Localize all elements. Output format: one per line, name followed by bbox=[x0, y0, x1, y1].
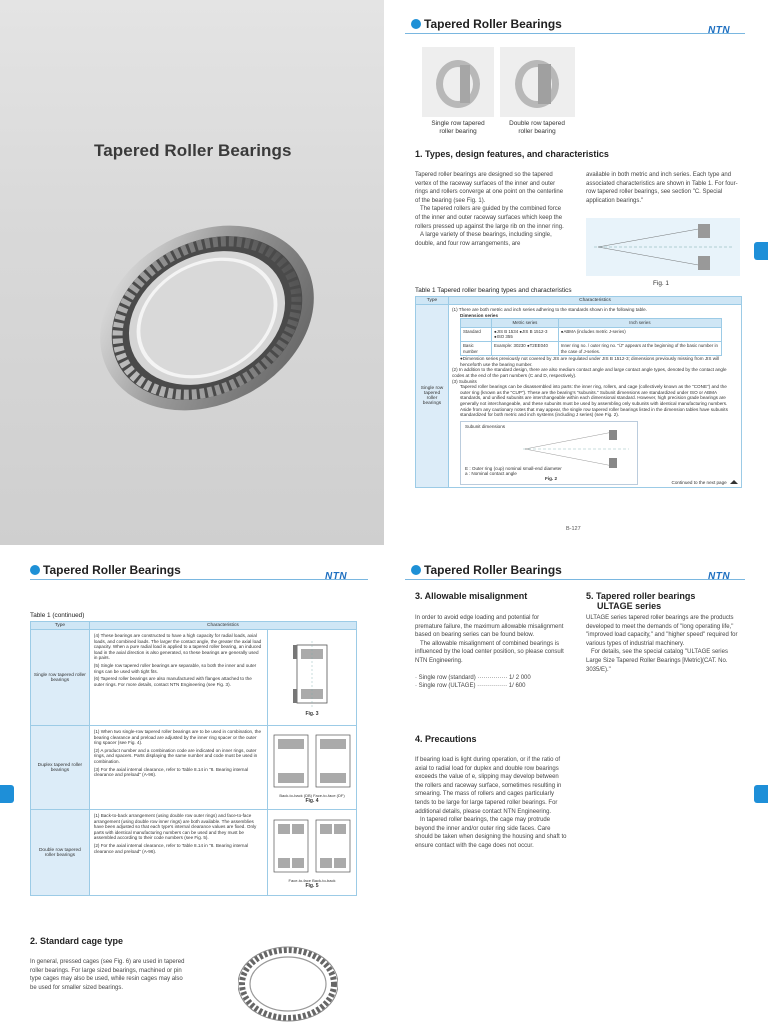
section-2-body: In general, pressed cages (see Fig. 6) are used in tapered roller bearings. For large sized bearings, machined or pin type cages may also be used, while resin cages may also be used for smaller sized bearings. bbox=[30, 959, 185, 991]
col-type-header: Type bbox=[31, 622, 90, 630]
item-text: (4) These bearings are constructed to have a high capacity for radial loads, axial loads, and combined loads. The larger the contact angle, the greater the axial load capacity. When a pure radial load is applied to a tapered roller bearing, an induced load in the axial direction is also generated, so these bearings are generally used in pairs. bbox=[93, 633, 262, 661]
fig-cell bbox=[268, 726, 357, 810]
caption-line: roller bearing bbox=[518, 128, 556, 135]
metric-cell: ●JIS B 1534 ●JIS B 1512-3 ●ISO 355 bbox=[492, 327, 559, 341]
item-text: (2) A product number and a combination code are indicated on inner rings, outer rings, and spacers. Parts displaying the same number and code must be used in combination. bbox=[93, 747, 258, 764]
type-cell bbox=[31, 630, 90, 726]
dimension-series-table bbox=[460, 318, 722, 356]
item-text: (1) When two single-row tapered roller bearings are to be used in combination, the bearing clearance and preload are adjusted by the inner ring spacer or the outer ring spacer (see Fig. 4). bbox=[93, 729, 262, 746]
bearing-tab-icon[interactable] bbox=[754, 785, 768, 803]
type-label: Duplex tapered roller bearings bbox=[37, 762, 83, 773]
section-1-col1 bbox=[415, 171, 567, 248]
section-3-body bbox=[415, 614, 567, 691]
paragraph: In tapered roller bearings, the cage may protrude beyond the inner and/or outer ring side faces. Care should be taken when designing the housing and shaft to ensure contact with the cage does not occur. bbox=[415, 817, 567, 849]
fig-5-sub: Face-to-face Back-to-back bbox=[288, 878, 336, 883]
type-cell bbox=[31, 810, 90, 896]
header-bullet-icon bbox=[411, 565, 421, 575]
fig-2-title: Subunit dimensions bbox=[465, 423, 506, 429]
item-text: (6) Tapered roller bearings are also manufactured with flanges attached to the outer rings. For more details, contact NTN Engineering (see Fig. 3). bbox=[93, 676, 252, 687]
paragraph: A large variety of these bearings, including single, double, and four row arrangements, are bbox=[415, 232, 552, 247]
ntn-logo: NTN bbox=[708, 571, 731, 582]
fig-5-label: Fig. 5 bbox=[305, 883, 319, 889]
header-title: Tapered Roller Bearings bbox=[43, 563, 181, 577]
characteristics-cell bbox=[89, 810, 267, 896]
item-text: (5) Single row tapered roller bearings are separable, so both the inner and outer rings can be used with tight fits. bbox=[93, 662, 257, 674]
item-text: (3) For the axial internal clearance, refer to Table 8.14 in "8. Bearing internal clearance and preload" (A-96). bbox=[93, 766, 249, 778]
section-4-body bbox=[415, 756, 567, 851]
fig-3-label: Fig. 3 bbox=[305, 710, 319, 717]
bearing-tab-icon[interactable] bbox=[0, 785, 14, 803]
cover-panel bbox=[0, 0, 384, 545]
ntn-logo: NTN bbox=[325, 571, 348, 582]
caption-line: roller bearing bbox=[439, 128, 477, 135]
type-label: Double row tapered roller bearings bbox=[38, 847, 81, 858]
flanged-bearing-icon bbox=[277, 639, 347, 709]
image-caption-single bbox=[414, 120, 502, 136]
paragraph: The allowable misalignment of combined bearings is influenced by the load center position, so please consult NTN Engineering. bbox=[415, 640, 564, 664]
header-title: Tapered Roller Bearings bbox=[424, 563, 562, 577]
col-characteristics-header: Characteristics bbox=[449, 297, 742, 305]
continue-arrow-icon bbox=[730, 480, 738, 484]
item-text: (3) Subunits bbox=[452, 378, 477, 384]
section-1-col2 bbox=[586, 171, 741, 205]
paragraph: For details, see the special catalog "ULTAGE series Large Size Tapered Roller Bearings [Metric](CAT. No. 3035/E)." bbox=[586, 649, 728, 673]
fig-2-label: Fig. 2 bbox=[545, 475, 557, 481]
header-bullet-icon bbox=[411, 19, 421, 29]
fig-2 bbox=[460, 421, 638, 485]
col-type-header: Type bbox=[416, 297, 449, 305]
single-row-bearing-icon bbox=[422, 47, 494, 117]
row-label: Basic number bbox=[461, 341, 492, 355]
section-5-body bbox=[586, 614, 742, 674]
item-text: (2) In addition to the standard design, there are also medium contact angle and large contact angle types, denoted by the contact angle codes at the end of the part numbers (C and D, respectively). bbox=[452, 367, 727, 378]
metric-header: Metric series bbox=[492, 319, 559, 328]
tapered-vertex-diagram-icon bbox=[586, 218, 740, 276]
misalign-row bbox=[415, 674, 567, 683]
inch-header: Inch series bbox=[558, 319, 721, 328]
caption-line: Double row tapered bbox=[509, 120, 565, 127]
characteristics-cell bbox=[89, 630, 267, 726]
fig-1 bbox=[586, 218, 740, 276]
fig-4-label: Fig. 4 bbox=[305, 798, 319, 804]
misalign-row bbox=[415, 682, 567, 691]
fig-cell bbox=[268, 810, 357, 896]
continued-text: Continued to the next page bbox=[671, 479, 727, 485]
table-1-continued bbox=[30, 621, 357, 896]
type-label: Single row tapered roller bearings bbox=[420, 386, 444, 407]
fig-cell bbox=[268, 630, 357, 726]
fig-2-note: a : Nominal contact angle bbox=[465, 470, 517, 476]
section-2-title: 2. Standard cage type bbox=[30, 936, 124, 946]
characteristics-cell bbox=[449, 305, 742, 488]
characteristics-cell bbox=[89, 726, 267, 810]
section-3-title: 3. Allowable misalignment bbox=[415, 591, 528, 601]
paragraph: ULTAGE series tapered roller bearings are the products developed to meet the demands of "long operating life," "improved load capacity," and "higher speed" required for various types of industrial machinery. bbox=[586, 615, 738, 647]
inch-cell: ●ABMA (includes metric J-series) bbox=[558, 327, 721, 341]
bearing-tab-icon[interactable] bbox=[754, 242, 768, 260]
inch-cell: Inner ring no. / outer ring no. "/J" appears at the beginning of the basic number in the case of J-series. bbox=[558, 341, 721, 355]
table-1 bbox=[415, 296, 742, 488]
image-caption-double bbox=[493, 120, 581, 136]
section-5-title bbox=[586, 591, 695, 611]
cover-title: Tapered Roller Bearings bbox=[94, 141, 292, 160]
item-text: Tapered roller bearings can be disassembled into parts: the inner ring, rollers, and cage (collectively known as the "CONE") and the outer ring (known as the "CUP"). These are the bearing's "subunits." Subunit dimensions are standardized under ISO or ABMA standards, and unified subunits are interchangeable within each dimensional standard. However, high precision grade bearings are generally not interchangeable, and these subunits must be used by assembling only subunits with identical manufacturing numbers. Aside from any cautionary notes that may appear, the single row tapered roller bearings listed in the dimension tables have subunits standardized for both metric and inch systems (including J series) (see Fig. 2). bbox=[460, 384, 728, 418]
page-header-br bbox=[411, 561, 562, 579]
leader-dots: ··············· bbox=[477, 683, 508, 690]
misalign-label: · Single row (standard) bbox=[415, 674, 476, 681]
note-text: ●Dimension series previously not covered by JIS are regulated under JIS B 1512-3; dimensions previously missing from JIS will henceforth use the bearing number. bbox=[460, 356, 720, 367]
row-label: Standard bbox=[461, 327, 492, 341]
misalign-value: 1/ 2 000 bbox=[509, 674, 531, 681]
paragraph: Tapered roller bearings are designed so the tapered vertex of the raceway surfaces of the inner and outer rings and rollers converge at one point on the centerline of the bearing (see Fig. 1). bbox=[415, 172, 564, 204]
caption-line: Single row tapered bbox=[431, 120, 485, 127]
bearing-photo-icon bbox=[92, 200, 322, 435]
page-header-bl bbox=[30, 561, 181, 579]
page-number: B-127 bbox=[566, 526, 581, 532]
type-label: Single row tapered roller bearings bbox=[33, 672, 86, 683]
misalign-value: 1/ 600 bbox=[508, 683, 526, 690]
item-text: (2) For the axial internal clearance, refer to Table 8.14 in "8. Bearing internal clearance and preload" (A-96). bbox=[93, 842, 249, 854]
type-cell bbox=[31, 726, 90, 810]
type-cell bbox=[416, 305, 449, 488]
header-rule bbox=[405, 579, 745, 580]
single-row-image bbox=[422, 47, 494, 117]
subunit-diagram-icon bbox=[521, 428, 631, 470]
dimension-series-label: Dimension series bbox=[460, 312, 499, 318]
item-text: (1) Back-to-back arrangement (using double row outer rings) and face-to-face arrangement (using double row inner rings) are both available. The assemblies have been adjusted so that each type's internal clearance values are fixed. Only parts with identical manufacturing numbers can be used and they must be assembled according to their code numbers (see Fig. 5). bbox=[93, 813, 257, 841]
paragraph: available in both metric and inch series. Each type and associated characteristics are shown in Table 1. For four-row tapered roller bearings, see section "C. Special application bearings." bbox=[586, 172, 738, 204]
page-header-top bbox=[411, 15, 562, 33]
header-rule bbox=[405, 33, 745, 34]
misalign-label: · Single row (ULTAGE) bbox=[415, 683, 476, 690]
double-row-image bbox=[500, 47, 575, 117]
fig-1-label: Fig. 1 bbox=[653, 280, 669, 287]
paragraph: If bearing load is light during operation, or if the ratio of axial to radial load for duplex and double row bearings exceeds the value of e, slipping may develop between the rollers and raceway surface, sometimes resulting in smearing. The mass of rollers and cages particularly tends to be large for large tapered roller bearings. For additional details, please contact NTN Engineering. bbox=[415, 757, 562, 815]
metric-cell: Example: 30230 ●T2EE040 bbox=[492, 341, 559, 355]
leader-dots: ··············· bbox=[477, 674, 508, 681]
item-text: (1) There are both metric and inch series adhering to the standards shown in the following table. bbox=[452, 307, 648, 312]
ntn-logo: NTN bbox=[708, 25, 731, 36]
table-1-title: Table 1 Tapered roller bearing types and characteristics bbox=[415, 287, 572, 294]
paragraph: The tapered rollers are guided by the combined force of the inner and outer raceway surfaces which keep the rollers pressed up against the large rib on the inner ring. bbox=[415, 206, 564, 230]
section-5-title-line: 5. Tapered roller bearings bbox=[586, 591, 696, 601]
duplex-bearing-icon bbox=[270, 731, 354, 791]
section-1-title: 1. Types, design features, and characteristics bbox=[415, 149, 609, 159]
table-1-cont-title: Table 1 (continued) bbox=[30, 612, 85, 619]
double-row-bearing-icon bbox=[500, 47, 575, 117]
header-bullet-icon bbox=[30, 565, 40, 575]
fig-2-note: E : Outer ring (cup) nominal small-end diameter bbox=[465, 465, 562, 471]
section-4-title: 4. Precautions bbox=[415, 734, 477, 744]
double-row-diagram-icon bbox=[270, 816, 354, 876]
header-rule bbox=[30, 579, 368, 580]
pressed-cage-icon bbox=[238, 946, 338, 1022]
fig-4-sub: Back-to-back (DB) Face-to-face (DF) bbox=[279, 793, 345, 798]
col-characteristics-header: Characteristics bbox=[89, 622, 356, 630]
paragraph: In order to avoid edge loading and potential for premature failure, the maximum allowable misalignment based on bearing series can be found below. bbox=[415, 615, 564, 639]
header-title: Tapered Roller Bearings bbox=[424, 17, 562, 31]
section-5-title-line: ULTAGE series bbox=[597, 601, 662, 611]
